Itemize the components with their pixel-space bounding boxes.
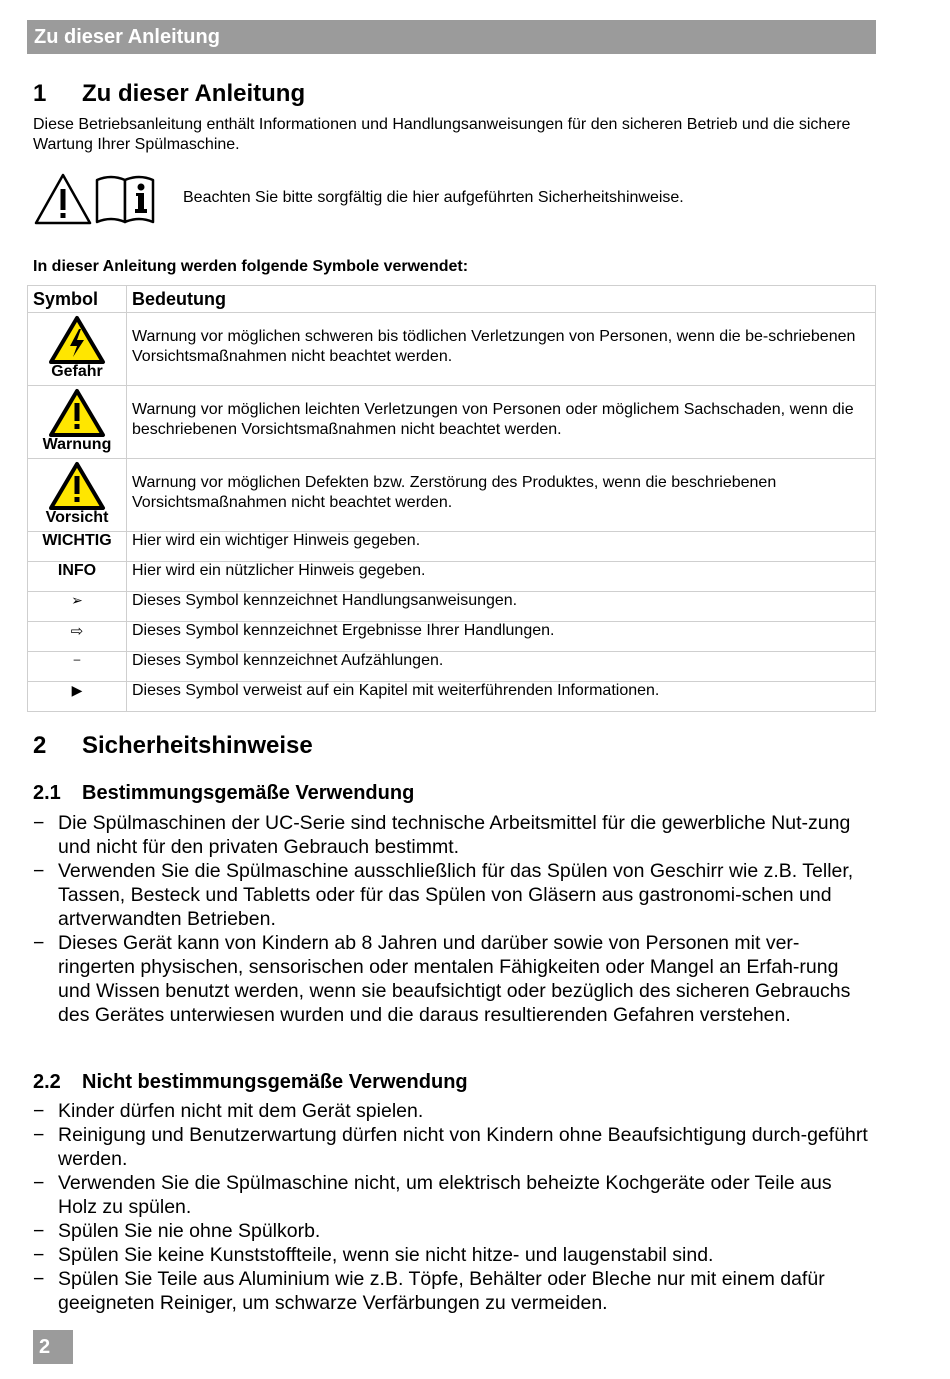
caution-icon <box>48 461 106 511</box>
list-item: − Kinder dürfen nicht mit dem Gerät spielen. <box>33 1099 868 1123</box>
table-row <box>28 652 876 682</box>
section-title: Zu dieser Anleitung <box>82 80 306 107</box>
running-header: Zu dieser Anleitung <box>27 20 876 54</box>
list-item: − Verwenden Sie die Spülmaschine ausschließlich für das Spülen von Geschirr wie z.B. Teller, Tassen, Besteck und Tabletts oder für das Spülen von Gläsern aus gastronomi-schen und artverwandten Betrieben. <box>33 859 868 931</box>
table-row <box>28 562 876 592</box>
column-header-symbol: Symbol <box>28 286 127 313</box>
section-1-heading <box>33 80 305 108</box>
column-header-meaning: Bedeutung <box>127 286 876 313</box>
improper-use-list <box>33 1099 868 1315</box>
subsection-title: Bestimmungsgemäße Verwendung <box>82 782 415 804</box>
section-number: 2 <box>33 732 47 759</box>
subsection-number: 2.2 <box>33 1071 61 1093</box>
intended-use-list <box>33 811 868 1027</box>
symbol-cell <box>28 313 127 386</box>
chapter-reference-icon: ▶ <box>28 682 127 712</box>
list-item: − Spülen Sie Teile aus Aluminium wie z.B. Töpfe, Behälter oder Bleche nur mit einem dafür geeigneten Reiniger, um schwarze Verfärbungen zu vermeiden. <box>33 1267 868 1315</box>
list-item: − Reinigung und Benutzerwartung dürfen nicht von Kindern ohne Beaufsichtigung durch-geführt werden. <box>33 1123 868 1171</box>
meaning-cell: Dieses Symbol kennzeichnet Aufzählungen. <box>127 652 876 682</box>
section-2-heading <box>33 732 313 760</box>
symbol-label: Vorsicht <box>45 509 109 526</box>
table-row <box>28 386 876 459</box>
result-arrow-icon: ⇨ <box>28 622 127 652</box>
warning-icon <box>48 388 106 438</box>
meaning-cell: Hier wird ein nützlicher Hinweis gegeben. <box>127 562 876 592</box>
list-dash-icon: – <box>28 652 127 682</box>
meaning-cell: Dieses Symbol kennzeichnet Handlungsanweisungen. <box>127 592 876 622</box>
table-row <box>28 313 876 386</box>
meaning-cell: Dieses Symbol verweist auf ein Kapitel mit weiterführenden Informationen. <box>127 682 876 712</box>
meaning-cell: Warnung vor möglichen schweren bis tödlichen Verletzungen von Personen, wenn die be-schriebenen Vorsichtsmaßnahmen nicht beachtet werden. <box>127 313 876 386</box>
symbol-cell <box>28 386 127 459</box>
list-item: − Verwenden Sie die Spülmaschine nicht, um elektrisch beheizte Kochgeräte oder Teile aus Holz zu spülen. <box>33 1171 868 1219</box>
table-row <box>28 622 876 652</box>
section-title: Sicherheitshinweise <box>82 732 313 759</box>
symbols-intro: In dieser Anleitung werden folgende Symbole verwendet: <box>33 258 469 275</box>
safety-notice <box>33 172 873 228</box>
section-number: 1 <box>33 80 47 107</box>
meaning-cell: Warnung vor möglichen Defekten bzw. Zerstörung des Produktes, wenn die beschriebenen Vorsichtsmaßnahmen nicht beachtet werden. <box>127 459 876 532</box>
section-1-intro: Diese Betriebsanleitung enthält Informationen und Handlungsanweisungen für den sicheren Betrieb und die sichere Wartung Ihrer Spülmaschine. <box>33 116 851 153</box>
table-row <box>28 459 876 532</box>
list-item: − Dieses Gerät kann von Kindern ab 8 Jahren und darüber sowie von Personen mit ver-ringerten physischen, sensorischen oder mentalen Fähigkeiten oder Mangel an Erfah-rung und Wissen benutzt werden, wenn sie beaufsichtigt oder bezüglich des sicheren Gebrauchs des Gerätes unterwiesen wurden und die daraus resultierenden Gefahren verstehen. <box>33 931 868 1027</box>
subsection-title: Nicht bestimmungsgemäße Verwendung <box>82 1071 468 1093</box>
symbol-label: Gefahr <box>51 363 103 380</box>
symbol-cell: INFO <box>28 562 127 592</box>
electric-hazard-icon <box>48 315 106 365</box>
subsection-2-1-heading <box>33 782 414 805</box>
table-row <box>28 592 876 622</box>
instruction-arrow-icon: ➢ <box>28 592 127 622</box>
warning-triangle-icon <box>33 172 93 226</box>
symbol-table <box>27 285 876 712</box>
safety-notice-text: Beachten Sie bitte sorgfältig die hier aufgeführten Sicherheitshinweise. <box>183 189 684 206</box>
meaning-cell: Dieses Symbol kennzeichnet Ergebnisse Ihrer Handlungen. <box>127 622 876 652</box>
meaning-cell: Hier wird ein wichtiger Hinweis gegeben. <box>127 532 876 562</box>
symbol-cell: WICHTIG <box>28 532 127 562</box>
meaning-cell: Warnung vor möglichen leichten Verletzungen von Personen oder möglichem Sachschaden, wenn die beschriebenen Vorsichtsmaßnahmen nicht beachtet werden. <box>127 386 876 459</box>
symbol-label: Warnung <box>42 436 112 453</box>
list-item: − Spülen Sie nie ohne Spülkorb. <box>33 1219 868 1243</box>
subsection-2-2-heading <box>33 1071 468 1094</box>
table-row <box>28 682 876 712</box>
table-row <box>28 532 876 562</box>
list-item: − Spülen Sie keine Kunststoffteile, wenn sie nicht hitze- und laugenstabil sind. <box>33 1243 868 1267</box>
page-number: 2 <box>33 1330 73 1364</box>
list-item: − Die Spülmaschinen der UC-Serie sind technische Arbeitsmittel für die gewerbliche Nut-zung und nicht für den privaten Gebrauch bestimmt. <box>33 811 868 859</box>
subsection-number: 2.1 <box>33 782 61 804</box>
table-header-row <box>28 286 876 313</box>
symbol-cell <box>28 459 127 532</box>
read-manual-icon <box>95 172 157 226</box>
